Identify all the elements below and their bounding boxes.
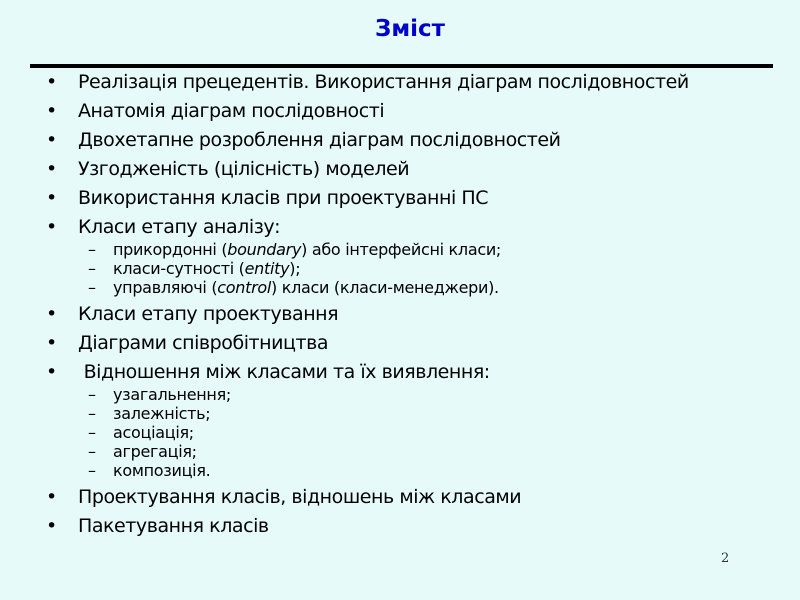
- sublist-item-text: ) або інтерфейсні класи;: [301, 240, 502, 259]
- bullet-icon: •: [46, 71, 57, 93]
- dash-icon: –: [88, 385, 96, 404]
- sublist: [40, 385, 780, 480]
- list-item: [40, 215, 780, 239]
- list-item-text: Двохетапне розроблення діаграм послідовностей: [78, 129, 561, 151]
- sublist-item: [40, 240, 780, 259]
- bullet-icon: •: [46, 515, 57, 537]
- slide-title: Зміст: [375, 16, 445, 42]
- sublist-item: [40, 442, 780, 461]
- sublist-item-term: boundary: [227, 240, 302, 259]
- bullet-icon: •: [46, 361, 57, 383]
- sublist-item-text: прикордонні (: [113, 240, 228, 259]
- bullet-icon: •: [46, 158, 57, 180]
- bullet-icon: •: [46, 100, 57, 122]
- sublist-item-text: управляючі (: [113, 278, 218, 297]
- sublist-item: [40, 385, 780, 404]
- list-item: [40, 302, 780, 326]
- sublist-item: [40, 259, 780, 278]
- list-item-text: Діаграми співробітництва: [78, 332, 329, 354]
- list-item-text: Використання класів при проектуванні ПС: [78, 187, 489, 209]
- sublist-item: [40, 461, 780, 480]
- title-divider: [30, 64, 773, 68]
- list-item: [40, 485, 780, 509]
- sublist-item-text: композиція.: [113, 461, 211, 480]
- bullet-icon: •: [46, 332, 57, 354]
- sublist-item-text: класи-сутності (: [113, 259, 245, 278]
- sublist-item: [40, 404, 780, 423]
- sublist-item-term: control: [217, 278, 271, 297]
- list-item-text: Проектування класів, відношень між класами: [78, 486, 522, 508]
- list-item: [40, 99, 780, 123]
- list-item-text: Класи етапу аналізу:: [78, 216, 281, 238]
- list-item-text: Анатомія діаграм послідовності: [78, 100, 385, 122]
- contents-list: [40, 69, 780, 538]
- list-item: [40, 360, 780, 384]
- list-item: [40, 186, 780, 210]
- list-item: [40, 514, 780, 538]
- bullet-icon: •: [46, 187, 57, 209]
- list-item: [40, 157, 780, 181]
- dash-icon: –: [88, 423, 96, 442]
- list-item-text: Класи етапу проектування: [78, 303, 339, 325]
- list-item-text: Відношення між класами та їх виявлення:: [78, 361, 490, 383]
- sublist-item: [40, 423, 780, 442]
- dash-icon: –: [88, 442, 96, 461]
- sublist-item-term: entity: [244, 259, 290, 278]
- dash-icon: –: [88, 259, 96, 278]
- sublist-item-text: ) класи (класи-менеджери).: [271, 278, 499, 297]
- sublist-item-text: залежність;: [113, 404, 211, 423]
- sublist-item-text: );: [289, 259, 301, 278]
- list-item: [40, 70, 780, 94]
- sublist-item-text: узагальнення;: [113, 385, 231, 404]
- sublist: [40, 240, 780, 297]
- bullet-icon: •: [46, 303, 57, 325]
- bullet-icon: •: [46, 129, 57, 151]
- dash-icon: –: [88, 404, 96, 423]
- bullet-icon: •: [46, 216, 57, 238]
- list-item-text: Реалізація прецедентів. Використання діаграм послідовностей: [78, 71, 689, 93]
- dash-icon: –: [88, 240, 96, 259]
- list-item: [40, 128, 780, 152]
- sublist-item-text: асоціація;: [113, 423, 194, 442]
- sublist-item-text: агрегація;: [113, 442, 197, 461]
- list-item-text: Узгодженість (цілісність) моделей: [78, 158, 410, 180]
- sublist-item: [40, 278, 780, 297]
- dash-icon: –: [88, 278, 96, 297]
- bullet-icon: •: [46, 486, 57, 508]
- dash-icon: –: [88, 461, 96, 480]
- page-number: 2: [721, 551, 730, 566]
- list-item-text: Пакетування класів: [78, 515, 269, 537]
- list-item: [40, 331, 780, 355]
